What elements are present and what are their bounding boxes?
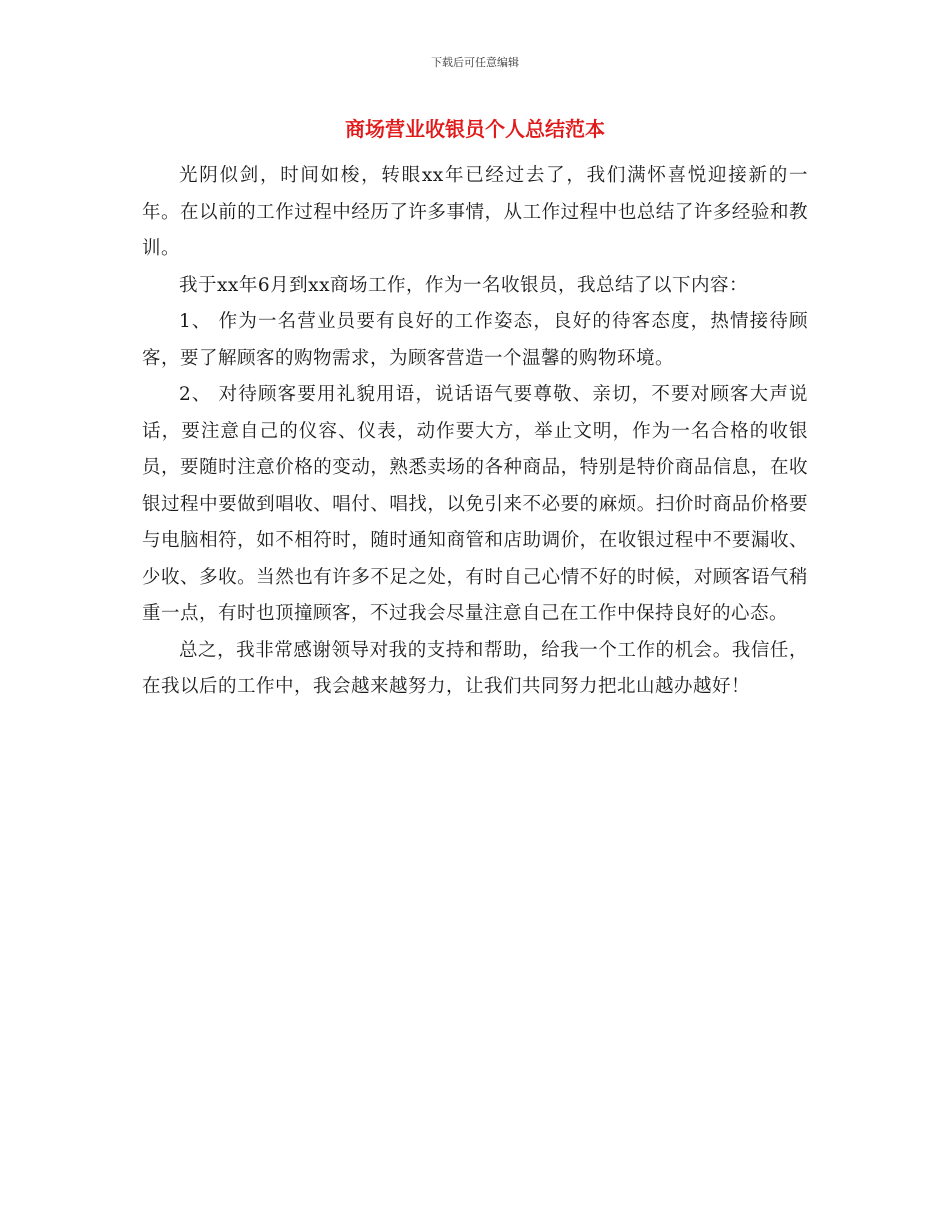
document-body [142, 158, 808, 706]
paragraph-point-2: 2、 对待顾客要用礼貌用语，说话语气要尊敬、亲切，不要对顾客大声说话，要注意自己的仪容、仪表，动作要大方，举止文明，作为一名合格的收银员，要随时注意价格的变动，熟悉卖场的各种商品，特别是特价商品信息，在收银过程中要做到唱收、唱付、唱找，以免引来不必要的麻烦。扫价时商品价格要与电脑相符，如不相符时，随时通知商管和店助调价，在收银过程中不要漏收、少收、多收。当然也有许多不足之处，有时自己心情不好的时候，对顾客语气稍重一点，有时也顶撞顾客，不过我会尽量注意自己在工作中保持良好的心态。 [142, 384, 808, 624]
page-header-note: 下载后可任意编辑 [431, 56, 519, 69]
paragraph-background: 我于xx年6月到xx商场工作，作为一名收银员，我总结了以下内容： [179, 274, 749, 296]
paragraph-conclusion: 总之，我非常感谢领导对我的支持和帮助，给我一个工作的机会。我信任，在我以后的工作中，我会越来越努力，让我们共同努力把北山越办越好！ [142, 639, 808, 697]
paragraph-intro: 光阴似剑，时间如梭，转眼xx年已经过去了，我们满怀喜悦迎接新的一年。在以前的工作过程中经历了许多事情，从工作过程中也总结了许多经验和教训。 [142, 165, 808, 259]
paragraph-point-1: 1、 作为一名营业员要有良好的工作姿态，良好的待客态度，热情接待顾客，要了解顾客的购物需求，为顾客营造一个温馨的购物环境。 [142, 311, 808, 369]
document-title: 商场营业收银员个人总结范本 [345, 117, 605, 141]
